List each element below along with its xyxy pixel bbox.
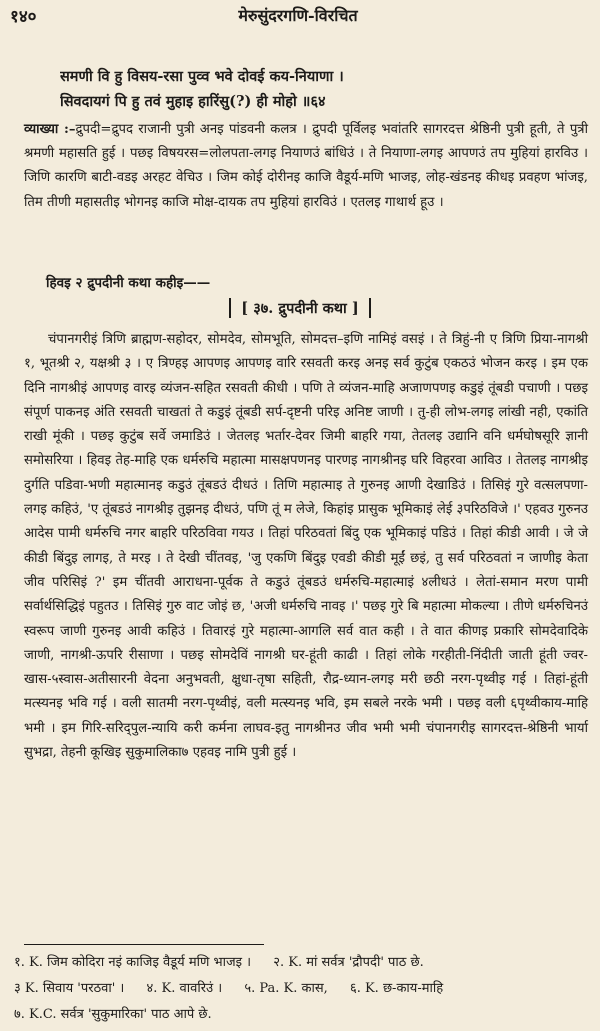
footnote-row-1 bbox=[14, 950, 584, 976]
footnotes bbox=[14, 950, 584, 1028]
page-header bbox=[10, 4, 586, 34]
verse-line-1: समणी वि हु विसय-रसा पुव्व भवे दोवई कय-नियाणा । bbox=[60, 68, 344, 85]
footnote-2: २. K. मां सर्वत्र 'द्रौपदी' पाठ छे. bbox=[273, 955, 424, 970]
footnote-row-2 bbox=[14, 976, 584, 1002]
commentary-text: द्रुपदी=द्रुपद राजानी पुत्री अनइ पांडवनी कलत्र । द्रुपदी पूर्विलइ भवांतरि सागरदत्त श्रेष्ठिनी पुत्री हूती, ते पुत्री श्रमणी महासति हुई । पछइ विषयरस=लोलपता-लगइ नियाणउं बांधिउं । ते नियाणा-लगइ आपणउं तप मुहियां हारविउ । जिणि कारणि बाटी-वडइ अरहट वेचिउ । जिम कोई दोरीनइ काजि वैडूर्य-मणि भाजइ, लोह-खंडनइ कीधइ प्रवहण भांजइ, तिम तीणी महासतीइ भोगनइ काजि मोक्ष-दायक तप मुहियां हारविउं । एतलइ गाथार्थ हूउ । bbox=[24, 122, 589, 210]
footnote-7: ७. K.C. सर्वत्र 'सुकुमारिका' पाठ आपे छे. bbox=[14, 1007, 212, 1022]
footnote-3: ३ K. सिवाय 'परठवा' । bbox=[14, 981, 125, 996]
footnote-5: ५. Pa. K. कास, bbox=[244, 981, 328, 996]
page-number: १४० bbox=[10, 7, 37, 27]
story-body bbox=[24, 328, 588, 765]
commentary bbox=[24, 118, 588, 215]
section-title-text: [ ३७. द्रुपदीनी कथा ] bbox=[229, 298, 370, 318]
footnote-row-3 bbox=[14, 1002, 584, 1028]
verse-block bbox=[60, 64, 580, 114]
footnote-4: ४. K. वावरिउं । bbox=[146, 981, 223, 996]
footnote-6: ६. K. छ-काय-माहि bbox=[349, 981, 444, 996]
commentary-label: व्याख्या :– bbox=[24, 122, 76, 137]
footnote-1: १. K. जिम कोदिरा नइं काजिइ वैडूर्य मणि भाजइ । bbox=[14, 955, 252, 970]
footnote-divider bbox=[24, 944, 264, 945]
story-announcement: हिवइ २ द्रुपदीनी कथा कहीइ—— bbox=[46, 275, 211, 291]
verse-line-2: सिवदायगं पि हु तवं मुहाइ हारिंसु(?) ही मोहो ॥६४ bbox=[60, 93, 326, 110]
running-title: मेरुसुंदरगणि-विरचित bbox=[238, 6, 358, 25]
story-paragraph: चंपानगरीइं त्रिणि ब्राह्मण-सहोदर, सोमदेव, सोमभूति, सोमदत्त–इणि नामिइं वसइं । ते त्रिहुं-नी ए त्रिणि प्रिया-नागश्री १, भूतश्री २, यक्षश्री ३ । ए त्रिण्हइ आपणइ आपणइ वारि रसवती करइ अनइ सर्व कुटुंब एकठउं भोजन करइ । इम एक दिनि नागश्रीइं आपणइ वारइ व्यंजन-सहित रसवती कीधी । पणि ते व्यंजन-माहि अजाणपणइ कडुइं तूंबडी पचाणी । पछइ संपूर्ण पाकनइ अंति रसवती चाखतां ते कडुइं तूंबडी सर्प-दृष्टनी परिइ अनिष्ट जाणी । तु-ही लोभ-लगइ लांखी नही, एकांति राखी मूंकी । पछइ कुटुंब सर्वे जमाडिउं । जेतलइ भर्तार-देवर जिमी बाहरि गया, तेतलइ उद्यानि वनि धर्मघोषसूरि ज्ञानी समोसरिया । हिवइ तेह-माहि एक धर्मरुचि महात्मा मासक्षपणनइ पारणइ नागश्रीनइ घरि विहरवा आविउ । तेतलइ नागश्रीइ दुर्गति पडिवा-भणी महात्मानइ कडुउं तूंबडउं दीधउं । तिणि महात्माइ ते गुरुनइ आणी देखाडिउं । तिसिइं गुरे वत्सलपणा-लगइ कहिउं, 'ए तूंबडउं नागश्रीइ तुझनइ दीधउं, पणि तूं म लेजे, किहांइ प्रासुक भूमिकाइं लेई ३परिठविजे ।' एहवउ गुरुनउ आदेस पामी धर्मरुचि नगर बाहरि परिठविवा गयउ । तिहां परिठवतां बिंदु एक भूमिकाइं पडिउं । तिहां कीडी आवी । जे जे कीडी बिंदुइ लागइ, ते मरइ । ते देखी चींतवइ, 'जु एकणि बिंदुइ एवडी कीडी मूईं छइं, तु सर्व परिठवतां न जाणीइ केता जीव परिसिइं ?' इम चींतवी आराधना-पूर्वक ते कडुउं तूंबडउं धर्मरुचि-महात्माइं ४लीधउं । लेतां-समान मरण पामी सर्वार्थसिद्धिइं पहुतउ । तिसिइं गुरु वाट जोइं छ, 'अजी धर्मरुचि नावइ ।' पछइ गुरे बि महात्मा मोकल्या । तीणे धर्मरुचिनउं स्वरूप जाणी गुरुनइ आवी कहिउं । तिवारइं गुरे महात्मा-आगलि सर्व वात कही । ते वात कीणइ प्रकारि सोमदेवादिके जाणी, नागश्री-ऊपरि रीसाणा । पछइ सोमदेविं नागश्री घर-हूंती काढी । तिहां लोके गरहीती-निंदीती जाती हूंती ज्वर-खास-५स्वास-अतीसारनी वेदना अनुभवती, क्षुधा-तृषा सहिती, रौद्र-ध्यान-लगइ मरी छठी नरग-पृथ्वीइ गई । तिहां-हूंती मत्स्यनइ भवि गई । वली सातमी नरग-पृथ्वीइं, वली मत्स्यनइ भवि, इम सबले नरके भमी । पछइ वली ६पृथ्वीकाय-माहि भमी । इम गिरि-सरिद्पुल-न्यायि करी कर्मना लाघव-इतु नागश्रीनउ जीव भमी भमी चंपानगरीइ सागरदत्त-श्रेष्ठिनी भार्या सुभद्रा, तेहनी कूखिइ सुकुमालिका७ एहवइ नामि पुत्री हुई । bbox=[24, 332, 588, 761]
section-title bbox=[0, 298, 600, 318]
